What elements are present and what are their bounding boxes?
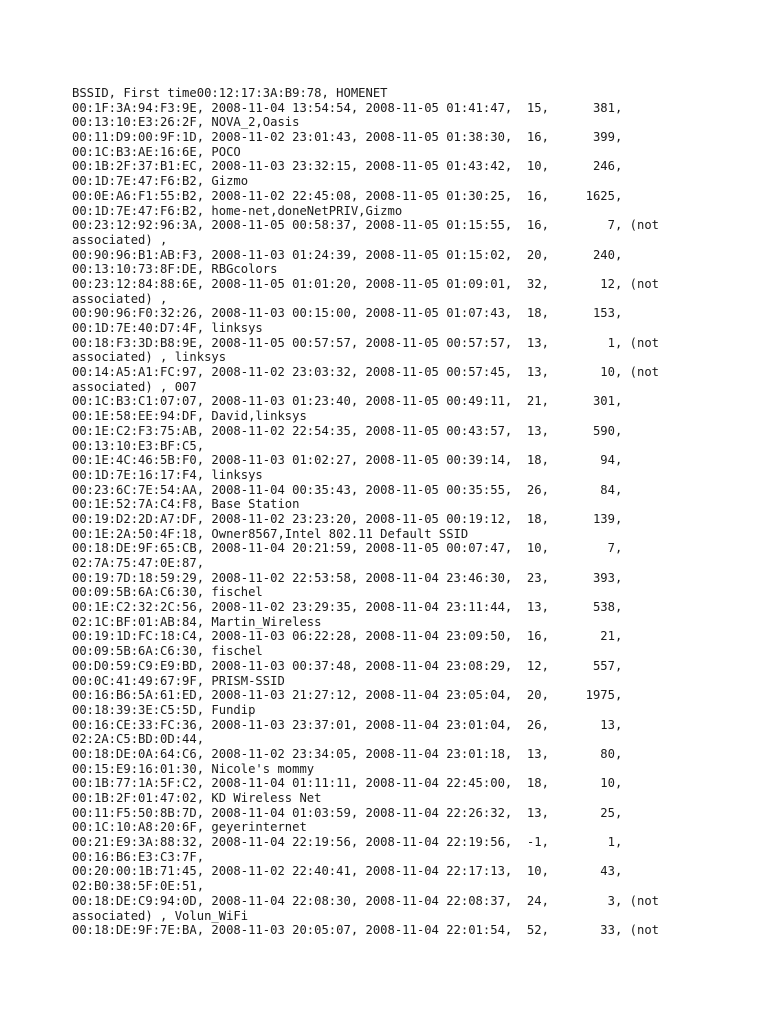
text-line: 00:16:B6:5A:61:ED, 2008-11-03 21:27:12, 2008-11-04 23:05:04, 20, 1975, [72,688,623,703]
text-line: 00:09:5B:6A:C6:30, fischel [72,644,263,659]
text-line: 02:2A:C5:BD:0D:44, [72,732,205,747]
text-line: 00:19:7D:18:59:29, 2008-11-02 22:53:58, 2008-11-04 23:46:30, 23, 393, [72,570,623,585]
text-line: 00:1C:B3:AE:16:6E, POCO [72,144,241,159]
text-line: 00:18:39:3E:C5:5D, Fundip [72,702,256,717]
text-line: 00:18:F3:3D:B8:9E, 2008-11-05 00:57:57, 2008-11-05 00:57:57, 13, 1, (not [72,335,659,350]
text-line: 00:0E:A6:F1:55:B2, 2008-11-02 22:45:08, 2008-11-05 01:30:25, 16, 1625, [72,188,623,203]
text-line: 00:13:10:73:8F:DE, RBGcolors [72,262,278,277]
text-line: 00:18:DE:C9:94:0D, 2008-11-04 22:08:30, 2008-11-04 22:08:37, 24, 3, (not [72,893,659,908]
text-line: 00:1D:7E:40:D7:4F, linksys [72,321,263,335]
text-line: 00:1D:7E:47:F6:B2, Gizmo [72,174,249,189]
text-line: 00:1B:2F:37:B1:EC, 2008-11-03 23:32:15, 2008-11-05 01:43:42, 10, 246, [72,159,623,174]
text-line: 00:13:10:E3:26:2F, NOVA_2,Oasis [72,115,300,130]
text-line: 00:1B:2F:01:47:02, KD Wireless Net [72,791,322,805]
text-line: 00:18:DE:9F:65:CB, 2008-11-04 20:21:59, 2008-11-05 00:07:47, 10, 7, [72,541,623,556]
text-line: 00:09:5B:6A:C6:30, fischel [72,585,263,600]
text-line: 00:1E:58:EE:94:DF, David,linksys [72,409,307,424]
text-line: 00:1E:C2:F3:75:AB, 2008-11-02 22:54:35, 2008-11-05 00:43:57, 13, 590, [72,423,623,438]
text-line: 00:1E:4C:46:5B:F0, 2008-11-03 01:02:27, 2008-11-05 00:39:14, 18, 94, [72,453,623,468]
text-line: 00:1D:7E:16:17:F4, linksys [72,467,263,482]
text-line: 00:15:E9:16:01:30, Nicole's mommy [72,761,315,776]
text-line: 00:1B:77:1A:5F:C2, 2008-11-04 01:11:11, 2008-11-04 22:45:00, 18, 10, [72,776,623,791]
text-line: 00:16:CE:33:FC:36, 2008-11-03 23:37:01, 2008-11-04 23:01:04, 26, 13, [72,717,623,732]
text-line: 00:20:00:1B:71:45, 2008-11-02 22:40:41, 2008-11-04 22:17:13, 10, 43, [72,864,623,879]
text-line: 00:21:E9:3A:88:32, 2008-11-04 22:19:56, 2008-11-04 22:19:56, -1, 1, [72,835,623,850]
text-line: associated) , Volun_WiFi [72,908,249,923]
text-line: 00:1F:3A:94:F3:9E, 2008-11-04 13:54:54, 2008-11-05 01:41:47, 15, 381, [72,100,623,115]
text-line: 00:D0:59:C9:E9:BD, 2008-11-03 00:37:48, 2008-11-04 23:08:29, 12, 557, [72,658,623,673]
text-line: 00:1C:10:A8:20:6F, geyerinternet [72,820,307,835]
text-line: 02:B0:38:5F:0E:51, [72,879,205,894]
text-line: 00:23:6C:7E:54:AA, 2008-11-04 00:35:43, 2008-11-05 00:35:55, 26, 84, [72,482,623,497]
text-line: 00:18:DE:0A:64:C6, 2008-11-02 23:34:05, 2008-11-04 23:01:18, 13, 80, [72,746,623,761]
text-line: 00:11:D9:00:9F:1D, 2008-11-02 23:01:43, 2008-11-05 01:38:30, 16, 399, [72,130,623,145]
text-line: 02:1C:BF:01:AB:84, Martin_Wireless [72,614,322,629]
text-line: 00:14:A5:A1:FC:97, 2008-11-02 23:03:32, 2008-11-05 00:57:45, 13, 10, (not [72,365,659,380]
text-line: 00:11:F5:50:8B:7D, 2008-11-04 01:03:59, 2008-11-04 22:26:32, 13, 25, [72,805,623,820]
text-line: 00:1D:7E:47:F6:B2, home-net,doneNetPRIV,Gizmo [72,203,403,218]
text-line: 00:23:12:84:88:6E, 2008-11-05 01:01:20, 2008-11-05 01:09:01, 32, 12, (not [72,276,659,291]
text-line: 00:18:DE:9F:7E:BA, 2008-11-03 20:05:07, 2008-11-04 22:01:54, 52, 33, (not [72,923,659,938]
text-line: 00:19:D2:2D:A7:DF, 2008-11-02 23:23:20, 2008-11-05 00:19:12, 18, 139, [72,511,623,526]
text-line: 00:1E:52:7A:C4:F8, Base Station [72,497,300,512]
text-line: associated) , 007 [72,379,197,394]
text-line: 00:19:1D:FC:18:C4, 2008-11-03 06:22:28, 2008-11-04 23:09:50, 16, 21, [72,629,623,644]
text-line: 02:7A:75:47:0E:87, [72,556,205,570]
text-line: 00:1E:2A:50:4F:18, Owner8567,Intel 802.11 Default SSID [72,526,469,541]
text-line: associated) , [72,232,168,247]
text-line: 00:0C:41:49:67:9F, PRISM-SSID [72,673,285,688]
text-line: 00:16:B6:E3:C3:7F, [72,849,205,864]
text-line: associated) , [72,291,168,306]
text-line: 00:90:96:F0:32:26, 2008-11-03 00:15:00, 2008-11-05 01:07:43, 18, 153, [72,306,623,321]
text-line: BSSID, First time00:12:17:3A:B9:78, HOMENET [72,86,388,100]
text-line: associated) , linksys [72,350,227,365]
text-line: 00:1C:B3:C1:07:07, 2008-11-03 01:23:40, 2008-11-05 00:49:11, 21, 301, [72,394,623,409]
text-line: 00:1E:C2:32:2C:56, 2008-11-02 23:29:35, 2008-11-04 23:11:44, 13, 538, [72,600,623,615]
text-line: 00:13:10:E3:BF:C5, [72,438,205,453]
document-page [72,86,752,938]
text-line: 00:90:96:B1:AB:F3, 2008-11-03 01:24:39, 2008-11-05 01:15:02, 20, 240, [72,247,623,262]
text-line: 00:23:12:92:96:3A, 2008-11-05 00:58:37, 2008-11-05 01:15:55, 16, 7, (not [72,218,659,233]
